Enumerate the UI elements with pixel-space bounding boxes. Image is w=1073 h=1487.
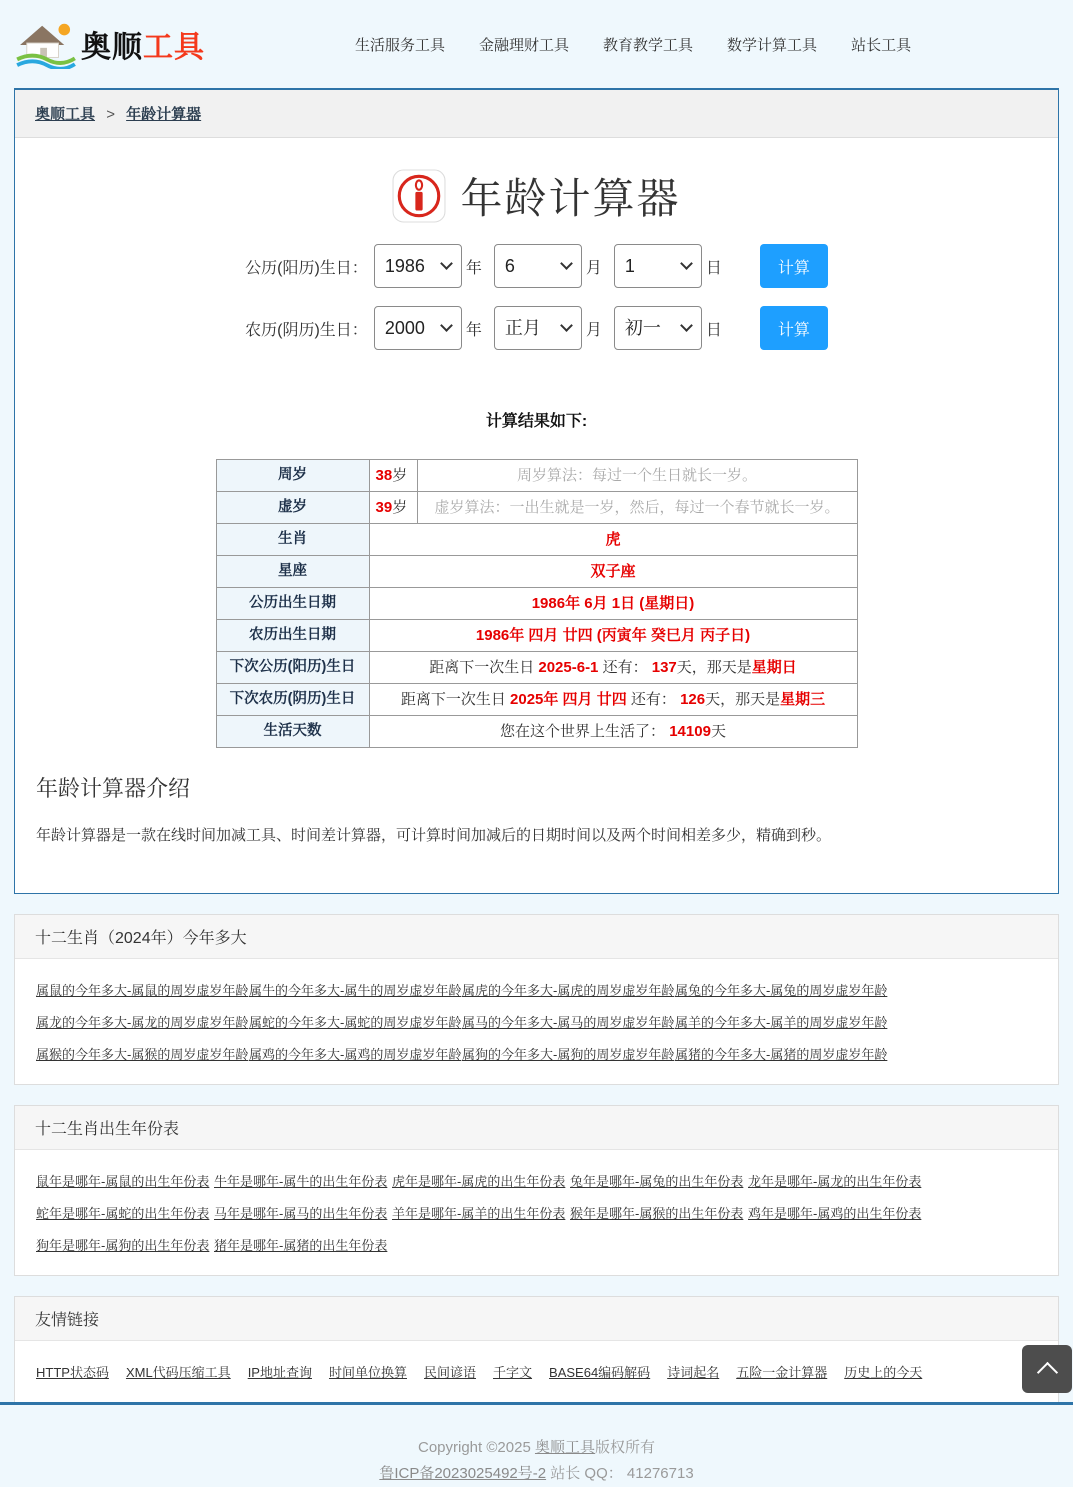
row-label: 下次公历(阳历)生日	[216, 652, 369, 684]
day-unit-label: 日	[705, 321, 722, 339]
lunar-year-select[interactable]	[374, 306, 462, 350]
result-section-title: 计算结果如下:	[485, 413, 588, 430]
age-desc-cell: 虚岁算法：一出生就是一岁，然后，每过一个春节就长一岁。	[417, 492, 857, 524]
zodiac-year-link[interactable]: 鸡年是哪年-属鸡的出生年份表	[748, 1206, 922, 1221]
zodiac-year-link[interactable]: 猴年是哪年-属猴的出生年份表	[570, 1206, 744, 1221]
month-unit-label: 月	[585, 259, 602, 277]
copyright-line: Copyright ©2025 奥顺工具版权所有	[418, 1439, 655, 1456]
main-nav	[355, 34, 911, 55]
zodiac-age-link[interactable]: 属虎的今年多大-属虎的周岁虚岁年龄	[462, 983, 675, 998]
age-desc-cell: 周岁算法：每过一个生日就长一岁。	[417, 460, 857, 492]
table-row-lunar-birthdate	[216, 620, 857, 652]
breadcrumb-separator: >	[106, 106, 115, 123]
zodiac-age-link[interactable]: 属羊的今年多大-属羊的周岁虚岁年龄	[675, 1015, 888, 1030]
zodiac-age-link[interactable]: 属猴的今年多大-属猴的周岁虚岁年龄	[36, 1047, 249, 1062]
table-row-solar-birthdate	[216, 588, 857, 620]
logo-text-red: 工具	[143, 31, 205, 64]
lunar-month-select[interactable]	[494, 306, 582, 350]
chevron-up-icon	[1036, 1362, 1057, 1383]
row-label: 公历出生日期	[216, 588, 369, 620]
solar-birthday-label: 公历(阳历)生日：	[245, 259, 368, 277]
friend-link[interactable]: 时间单位换算	[328, 1365, 407, 1380]
result-table	[216, 459, 858, 748]
zodiac-age-link[interactable]: 属牛的今年多大-属牛的周岁虚岁年龄	[249, 983, 462, 998]
zodiac-year-link[interactable]: 龙年是哪年-属龙的出生年份表	[748, 1174, 922, 1189]
table-row-constellation	[216, 556, 857, 588]
house-sun-waves-logo-icon	[15, 19, 77, 69]
friend-links-section-title: 友情链接	[15, 1297, 1058, 1341]
table-row-nominal-age	[216, 492, 857, 524]
row-label: 周岁	[216, 460, 369, 492]
age-value-cell: 38岁	[369, 460, 417, 492]
zodiac-age-links	[15, 959, 1058, 1084]
friend-link[interactable]: BASE64编码解码	[549, 1365, 651, 1380]
zodiac-year-link[interactable]: 羊年是哪年-属羊的出生年份表	[392, 1206, 566, 1221]
calculator-title-block	[15, 166, 1058, 226]
zodiac-age-link[interactable]: 属猪的今年多大-属猪的周岁虚岁年龄	[675, 1047, 888, 1062]
zodiac-age-link[interactable]: 属蛇的今年多大-属蛇的周岁虚岁年龄	[249, 1015, 462, 1030]
owner-qq: 站长 QQ： 41276713	[546, 1465, 694, 1482]
solar-month-select[interactable]	[494, 244, 582, 288]
nav-item-education-tools[interactable]: 教育教学工具	[603, 36, 694, 54]
solar-day-select[interactable]	[614, 244, 702, 288]
zodiac-age-link[interactable]: 属狗的今年多大-属狗的周岁虚岁年龄	[462, 1047, 675, 1062]
table-row-days-lived	[216, 716, 857, 748]
zodiac-age-section-title: 十二生肖（2024年）今年多大	[15, 915, 1058, 959]
zodiac-year-link[interactable]: 虎年是哪年-属虎的出生年份表	[392, 1174, 566, 1189]
friend-link[interactable]: 千字文	[493, 1365, 533, 1380]
intro-text: 年龄计算器是一款在线时间加减工具、时间差计算器，可计算时间加减后的日期时间以及两个时间相差多少，精确到秒。	[36, 827, 832, 844]
zodiac-years-links	[15, 1150, 1058, 1275]
month-unit-label: 月	[585, 321, 602, 339]
footer-site-link[interactable]: 奥顺工具	[534, 1439, 595, 1456]
icp-link[interactable]: 鲁ICP备2023025492号-2	[379, 1465, 547, 1482]
breadcrumb	[15, 90, 1058, 138]
breadcrumb-home-link[interactable]: 奥顺工具	[35, 106, 96, 123]
zodiac-year-link[interactable]: 牛年是哪年-属牛的出生年份表	[214, 1174, 388, 1189]
zodiac-years-section-title: 十二生肖出生年份表	[15, 1106, 1058, 1150]
row-label: 虚岁	[216, 492, 369, 524]
table-row-full-age	[216, 460, 857, 492]
zodiac-year-link[interactable]: 猪年是哪年-属猪的出生年份表	[214, 1238, 388, 1253]
lunar-calculate-button[interactable]: 计算	[760, 306, 828, 350]
solar-birthdate-cell: 1986年 6月 1日 (星期日)	[369, 588, 857, 620]
zodiac-age-section	[14, 914, 1059, 1085]
zodiac-year-link[interactable]: 兔年是哪年-属兔的出生年份表	[570, 1174, 744, 1189]
friend-link[interactable]: 民间谚语	[424, 1365, 477, 1380]
row-label: 农历出生日期	[216, 620, 369, 652]
zodiac-year-link[interactable]: 蛇年是哪年-属蛇的出生年份表	[36, 1206, 210, 1221]
friend-link[interactable]: 诗词起名	[667, 1365, 720, 1380]
days-lived-cell: 您在这个世界上生活了： 14109天	[369, 716, 857, 748]
friend-link[interactable]: 五险一金计算器	[736, 1365, 828, 1380]
back-to-top-button[interactable]	[1022, 1345, 1072, 1393]
year-unit-label: 年	[465, 321, 482, 339]
intro-title: 年龄计算器介绍	[36, 776, 191, 801]
zodiac-year-link[interactable]: 鼠年是哪年-属鼠的出生年份表	[36, 1174, 210, 1189]
solar-calculate-button[interactable]: 计算	[760, 244, 828, 288]
zodiac-years-section	[14, 1105, 1059, 1276]
nav-item-math-tools[interactable]: 数学计算工具	[727, 36, 818, 54]
logo-text-black: 奥顺	[81, 31, 143, 64]
zodiac-age-link[interactable]: 属鼠的今年多大-属鼠的周岁虚岁年龄	[36, 983, 249, 998]
zodiac-age-link[interactable]: 属龙的今年多大-属龙的周岁虚岁年龄	[36, 1015, 249, 1030]
table-row-next-solar-birthday	[216, 652, 857, 684]
friend-link[interactable]: 历史上的今天	[844, 1365, 923, 1380]
birthday-candle-icon	[392, 169, 446, 223]
row-label: 星座	[216, 556, 369, 588]
site-header	[0, 0, 1073, 88]
friend-link[interactable]: IP地址查询	[247, 1365, 312, 1380]
solar-year-select[interactable]	[374, 244, 462, 288]
nav-item-finance-tools[interactable]: 金融理财工具	[479, 36, 570, 54]
nav-item-life-tools[interactable]: 生活服务工具	[355, 36, 446, 54]
lunar-birthday-row	[15, 306, 1058, 350]
page-title: 年龄计算器	[460, 175, 681, 222]
row-label: 生肖	[216, 524, 369, 556]
friend-links-section	[14, 1296, 1059, 1403]
zodiac-age-link[interactable]: 属马的今年多大-属马的周岁虚岁年龄	[462, 1015, 675, 1030]
year-unit-label: 年	[465, 259, 482, 277]
table-row-next-lunar-birthday	[216, 684, 857, 716]
icp-line	[0, 1461, 1073, 1487]
main-content-box	[14, 88, 1059, 894]
friend-link[interactable]: HTTP状态码	[36, 1365, 109, 1380]
zodiac-value-cell: 虎	[369, 524, 857, 556]
row-label: 生活天数	[216, 716, 369, 748]
row-label: 下次农历(阴历)生日	[216, 684, 369, 716]
zodiac-year-link[interactable]: 狗年是哪年-属狗的出生年份表	[36, 1238, 210, 1253]
friend-links	[15, 1341, 1058, 1402]
zodiac-age-link[interactable]: 属兔的今年多大-属兔的周岁虚岁年龄	[675, 983, 888, 998]
friend-link[interactable]: XML代码压缩工具	[125, 1365, 231, 1380]
site-logo[interactable]	[15, 19, 205, 69]
next-solar-cell: 距离下一次生日 2025-6-1 还有： 137天，那天是星期日	[369, 652, 857, 684]
lunar-birthday-label: 农历(阴历)生日：	[245, 321, 368, 339]
zodiac-age-link[interactable]: 属鸡的今年多大-属鸡的周岁虚岁年龄	[249, 1047, 462, 1062]
lunar-birthdate-cell: 1986年 四月 廿四 (丙寅年 癸巳月 丙子日)	[369, 620, 857, 652]
age-value-cell: 39岁	[369, 492, 417, 524]
breadcrumb-current-link[interactable]: 年龄计算器	[126, 106, 202, 123]
zodiac-year-link[interactable]: 马年是哪年-属马的出生年份表	[214, 1206, 388, 1221]
nav-item-webmaster-tools[interactable]: 站长工具	[851, 36, 912, 54]
site-footer	[0, 1435, 1073, 1487]
table-row-zodiac	[216, 524, 857, 556]
solar-birthday-row	[15, 244, 1058, 288]
lunar-day-select[interactable]	[614, 306, 702, 350]
day-unit-label: 日	[705, 259, 722, 277]
next-lunar-cell: 距离下一次生日 2025年 四月 廿四 还有： 126天，那天是星期三	[369, 684, 857, 716]
constellation-value-cell: 双子座	[369, 556, 857, 588]
